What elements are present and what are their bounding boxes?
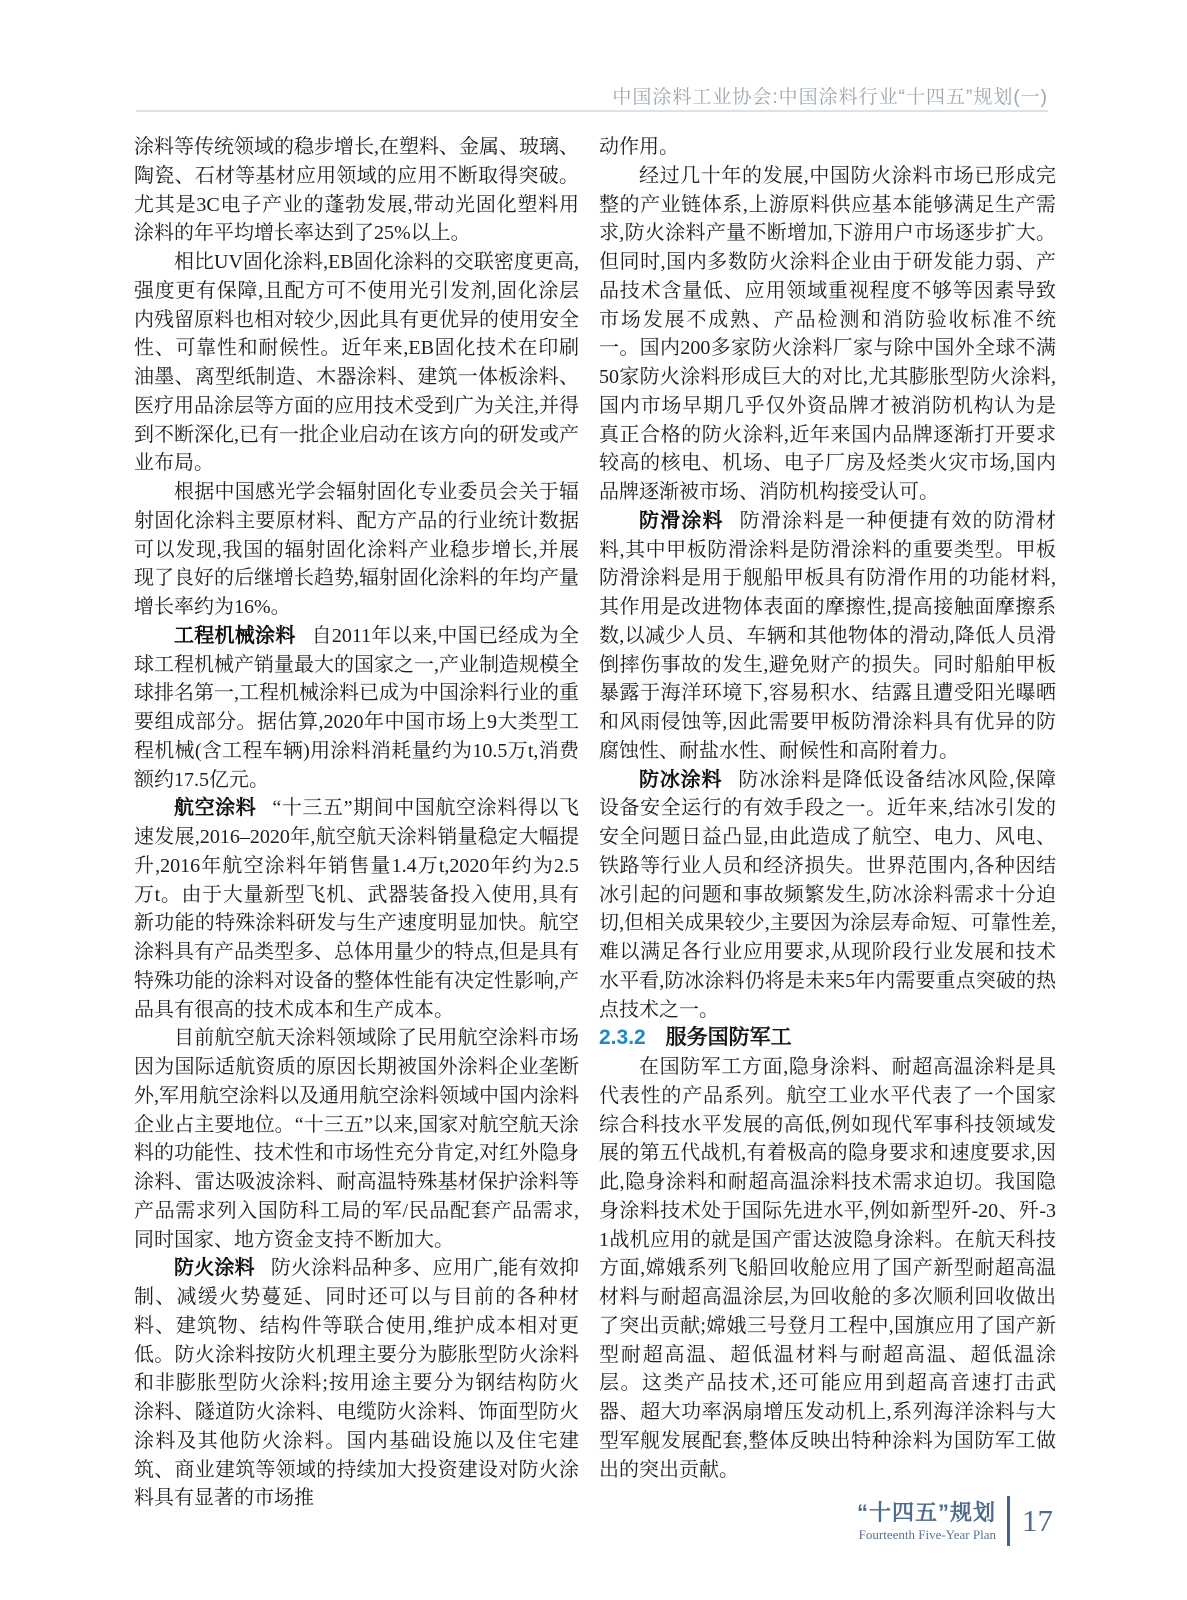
footer-plan-label xyxy=(857,1500,996,1543)
body-text: 根据中国感光学会辐射固化专业委员会关于辐射固化涂料主要原材料、配方产品的行业统计数据可以发现,我国的辐射固化涂料产业稳步增长,并展现了良好的后继增长趋势,辐射固化涂料的年均产量增长率约为16%。 xyxy=(134,481,579,618)
body-text: 经过几十年的发展,中国防火涂料市场已形成完整的产业链体系,上游原料供应基本能够满足生产需求,防火涂料产量不断增加,下游用户市场逐步扩大。但同时,国内多数防火涂料企业由于研发能力弱、产品技术含量低、应用领域重视程度不够等因素导致市场发展不成熟、产品检测和消防验收标准不统一。国内200多家防火涂料厂家与除中国外全球不满50家防火涂料形成巨大的对比,尤其膨胀型防火涂料,国内市场早期几乎仅外资品牌才被消防机构认为是真正合格的防火涂料,近年来国内品牌逐渐打开要求较高的核电、机场、电子厂房及烃类火灾市场,国内品牌逐渐被市场、消防机构接受认可。 xyxy=(599,164,1056,503)
paragraph xyxy=(599,133,1056,162)
header-rule xyxy=(136,110,1048,112)
body-text: 相比UV固化涂料,EB固化涂料的交联密度更高,强度更有保障,且配方可不使用光引发剂,固化涂层内残留原料也相对较少,因此具有更优异的使用安全性、可靠性和耐候性。近年来,EB固化技术在印刷油墨、离型纸制造、木器涂料、建筑一体板涂料、医疗用品涂层等方面的应用技术受到广为关注,并得到不断深化,已有一批企业启动在该方向的研发或产业布局。 xyxy=(134,251,579,475)
column-left xyxy=(134,133,579,1513)
text-columns xyxy=(134,133,1056,1513)
body-text: 自2011年以来,中国已经成为全球工程机械产销量最大的国家之一,产业制造规模全球排名第一,工程机械涂料已成为中国涂料行业的重要组成部分。据估算,2020年中国市场上9大类型工程机械(含工程车辆)用涂料消耗量约为10.5万t,消费额约17.5亿元。 xyxy=(134,624,579,791)
running-header-title: 中国涂料工业协会:中国涂料行业“十四五”规划(一) xyxy=(612,87,1048,108)
paragraph xyxy=(134,478,579,622)
paragraph xyxy=(134,133,579,248)
body-text: 防滑涂料是一种便捷有效的防滑材料,其中甲板防滑涂料是防滑涂料的重要类型。甲板防滑涂料是用于舰船甲板具有防滑作用的功能材料,其作用是改进物体表面的摩擦性,提高接触面摩擦系数,以减少人员、车辆和其他物体的滑动,降低人员滑倒摔伤事故的发生,避免财产的损失。同时船舶甲板暴露于海洋环境下,容易积水、结露且遭受阳光曝晒和风雨侵蚀等,因此需要甲板防滑涂料具有优异的防腐蚀性、耐盐水性、耐候性和高附着力。 xyxy=(599,509,1057,762)
run-in-heading: 防火涂料 xyxy=(174,1257,255,1280)
paragraph xyxy=(599,507,1056,766)
body-text: “十三五”期间中国航空涂料得以飞速发展,2016–2020年,航空航天涂料销量稳定大幅提升,2016年航空涂料年销售量1.4万t,2020年约为2.5万t。由于大量新型飞机、武器装备投入使用,具有新功能的特殊涂料研发与生产速度明显加快。航空涂料具有产品类型多、总体用量少的特点,但是具有特殊功能的涂料对设备的整体性能有决定性影响,产品具有很高的技术成本和生产成本。 xyxy=(134,797,579,1021)
paragraph xyxy=(599,162,1056,507)
section-title: 服务国防军工 xyxy=(665,1026,792,1050)
page-footer xyxy=(857,1496,1053,1546)
body-text: 涂料等传统领域的稳步增长,在塑料、金属、玻璃、陶瓷、石材等基材应用领域的应用不断取得突破。尤其是3C电子产业的蓬勃发展,带动光固化塑料用涂料的年平均增长率达到了25%以上。 xyxy=(134,136,579,245)
column-right xyxy=(599,133,1056,1513)
section-heading xyxy=(599,1024,1056,1053)
paragraph xyxy=(134,1024,579,1254)
paragraph xyxy=(134,622,579,795)
body-text: 动作用。 xyxy=(599,136,679,158)
body-text: 目前航空航天涂料领域除了民用航空涂料市场因为国际适航资质的原因长期被国外涂料企业垄断外,军用航空涂料以及通用航空涂料领域中国内涂料企业占主要地位。“十三五”以来,国家对航空航天涂料的功能性、技术性和市场性充分肯定,对红外隐身涂料、雷达吸波涂料、耐高温特殊基材保护涂料等产品需求列入国防科工局的军/民品配套产品需求,同时国家、地方资金支持不断加大。 xyxy=(134,1027,579,1251)
paragraph xyxy=(599,1053,1056,1484)
footer-plan-cn: “十四五”规划 xyxy=(856,1499,996,1525)
run-in-heading: 防滑涂料 xyxy=(639,509,724,532)
paragraph xyxy=(134,794,579,1024)
footer-plan-en: Fourteenth Five-Year Plan xyxy=(858,1526,996,1542)
footer-divider-bar xyxy=(1007,1496,1010,1546)
page-number: 17 xyxy=(1022,1503,1053,1538)
paragraph xyxy=(134,248,579,478)
body-text: 在国防军工方面,隐身涂料、耐超高温涂料是具代表性的产品系列。航空工业水平代表了一个国家综合科技水平发展的高低,例如现代军事科技领域发展的第五代战机,有着极高的隐身要求和速度要求,因此,隐身涂料和耐超高温涂料技术需求迫切。我国隐身涂料技术处于国际先进水平,例如新型歼-20、歼-31战机应用的就是国产雷达波隐身涂料。在航天科技方面,嫦娥系列飞船回收舱应用了国产新型耐超高温材料与耐超高温涂层,为回收舱的多次顺利回收做出了突出贡献;嫦娥三号登月工程中,国旗应用了国产新型耐超高温、超低温材料与耐超高温、超低温涂层。这类产品技术,还可能应用到超高音速打击武器、超大功率涡扇增压发动机上,系列海洋涂料与大型军舰发展配套,整体反映出特种涂料为国防军工做出的突出贡献。 xyxy=(599,1056,1056,1481)
run-in-heading: 工程机械涂料 xyxy=(174,624,296,647)
paragraph xyxy=(134,1254,579,1513)
run-in-heading: 防冰涂料 xyxy=(639,768,723,791)
paragraph xyxy=(599,766,1056,1025)
run-in-heading: 航空涂料 xyxy=(174,797,257,820)
body-text: 防火涂料品种多、应用广,能有效抑制、减缓火势蔓延、同时还可以与目前的各种材料、建筑物、结构件等联合使用,维护成本相对更低。防火涂料按防火机理主要分为膨胀型防火涂料和非膨胀型防火涂料;按用途主要分为钢结构防火涂料、隧道防火涂料、电缆防火涂料、饰面型防火涂料及其他防火涂料。国内基础设施以及住宅建筑、商业建筑等领域的持续加大投资建设对防火涂料具有显著的市场推 xyxy=(134,1257,580,1510)
section-number: 2.3.2 xyxy=(599,1026,646,1050)
body-text: 防冰涂料是降低设备结冰风险,保障设备安全运行的有效手段之一。近年来,结冰引发的安全问题日益凸显,由此造成了航空、电力、风电、铁路等行业人员和经济损失。世界范围内,各种因结冰引起的问题和事故频繁发生,防冰涂料需求十分迫切,但相关成果较少,主要因为涂层寿命短、可靠性差,难以满足各行业应用要求,从现阶段行业发展和技术水平看,防冰涂料仍将是未来5年内需要重点突破的热点技术之一。 xyxy=(599,768,1057,1021)
